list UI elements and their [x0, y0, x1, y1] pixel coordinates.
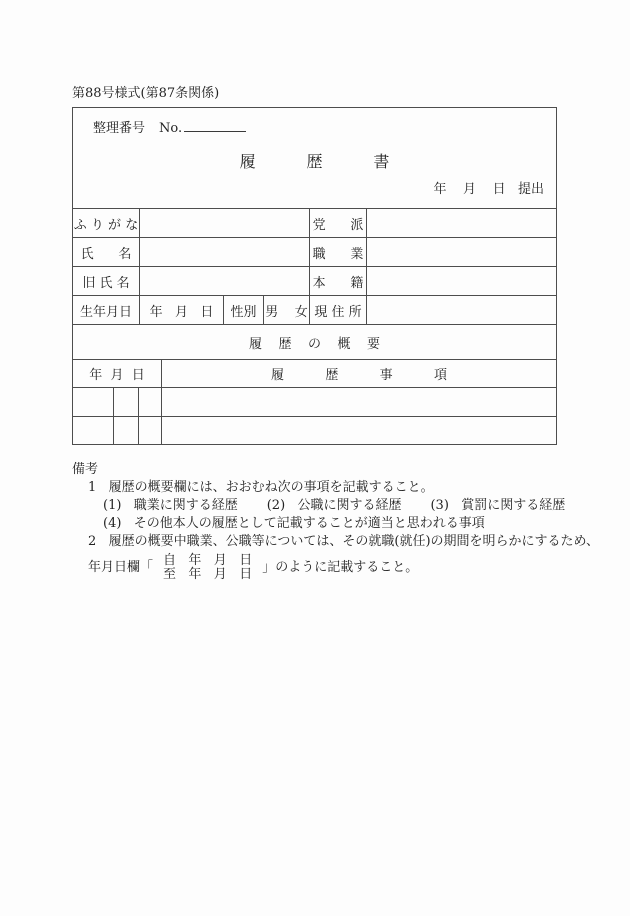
birthdate-date-heading: 年 月 日 — [140, 296, 224, 324]
furigana-value-cell — [140, 209, 310, 237]
furigana-label: ふ り が な — [73, 209, 140, 237]
reference-number-label: 整理番号 — [93, 121, 146, 136]
bracket-suffix: 」のように記載すること。 — [262, 560, 419, 575]
table-row-furigana — [73, 208, 556, 237]
bracket-from-line: 自 年 月 日 — [163, 553, 253, 568]
history-summary-title: 履 歴 の 概 要 — [248, 336, 381, 352]
history-header-row — [73, 359, 556, 387]
remarks-item-2-continuation — [88, 554, 592, 582]
resume-form-box — [72, 107, 557, 445]
document-title: 履 歴 書 — [239, 152, 390, 171]
occupation-label: 職 業 — [310, 238, 367, 266]
history-entry-row — [73, 416, 556, 444]
bracket-prefix: 年月日欄「 — [88, 560, 154, 575]
remarks-section — [72, 461, 600, 582]
history-date-header: 年 月 日 — [73, 360, 162, 387]
current-address-label: 現 住 所 — [310, 296, 367, 324]
party-value-cell — [367, 209, 556, 237]
remarks-item-1-sub-a: (1) 職業に関する経歴 (2) 公職に関する経歴 (3) 賞罰に関する経歴 — [103, 498, 566, 513]
sex-label: 性別 — [224, 296, 264, 324]
history-day-cell — [139, 417, 162, 444]
table-row-birthdate — [73, 295, 556, 324]
history-day-cell — [139, 388, 162, 416]
reference-number-blank-line — [184, 118, 246, 132]
history-items-header: 履 歴 事 項 — [271, 368, 447, 383]
history-summary-band — [73, 324, 556, 359]
table-row-former-name — [73, 266, 556, 295]
bracket-date-range — [163, 554, 252, 582]
birthdate-label: 生年月日 — [73, 296, 140, 324]
occupation-value-cell — [367, 238, 556, 266]
history-entry-row — [73, 387, 556, 416]
bracket-to-line: 至 年 月 日 — [163, 567, 253, 582]
reference-number-line — [93, 117, 246, 136]
submission-date-line: 年 月 日 提出 — [433, 182, 544, 197]
history-year-cell — [73, 388, 114, 416]
history-month-cell — [114, 388, 139, 416]
name-label: 氏 名 — [73, 238, 140, 266]
form-header — [73, 108, 556, 208]
history-items-cell — [162, 388, 556, 416]
name-value-cell — [140, 238, 310, 266]
remarks-heading: 備考 — [72, 462, 99, 477]
reference-no-label: No. — [159, 121, 183, 136]
registered-domicile-value-cell — [367, 267, 556, 295]
table-row-name — [73, 237, 556, 266]
history-items-cell — [162, 417, 556, 444]
history-year-cell — [73, 417, 114, 444]
sex-options: 男 女 — [264, 296, 310, 324]
form-number-label: 第88号様式(第87条関係) — [72, 86, 220, 101]
remarks-item-1: 1 履歴の概要欄には、おおむね次の事項を記載すること。 — [88, 480, 434, 495]
former-name-value-cell — [140, 267, 310, 295]
party-label: 党 派 — [310, 209, 367, 237]
registered-domicile-label: 本 籍 — [310, 267, 367, 295]
history-month-cell — [114, 417, 139, 444]
current-address-value-cell — [367, 296, 556, 324]
former-name-label: 旧 氏 名 — [73, 267, 140, 295]
remarks-item-1-sub-b: (4) その他本人の履歴として記載することが適当と思われる事項 — [103, 516, 485, 531]
remarks-item-2: 2 履歴の概要中職業、公職等については、その就職(就任)の期間を明らかにするため、 — [88, 534, 600, 549]
